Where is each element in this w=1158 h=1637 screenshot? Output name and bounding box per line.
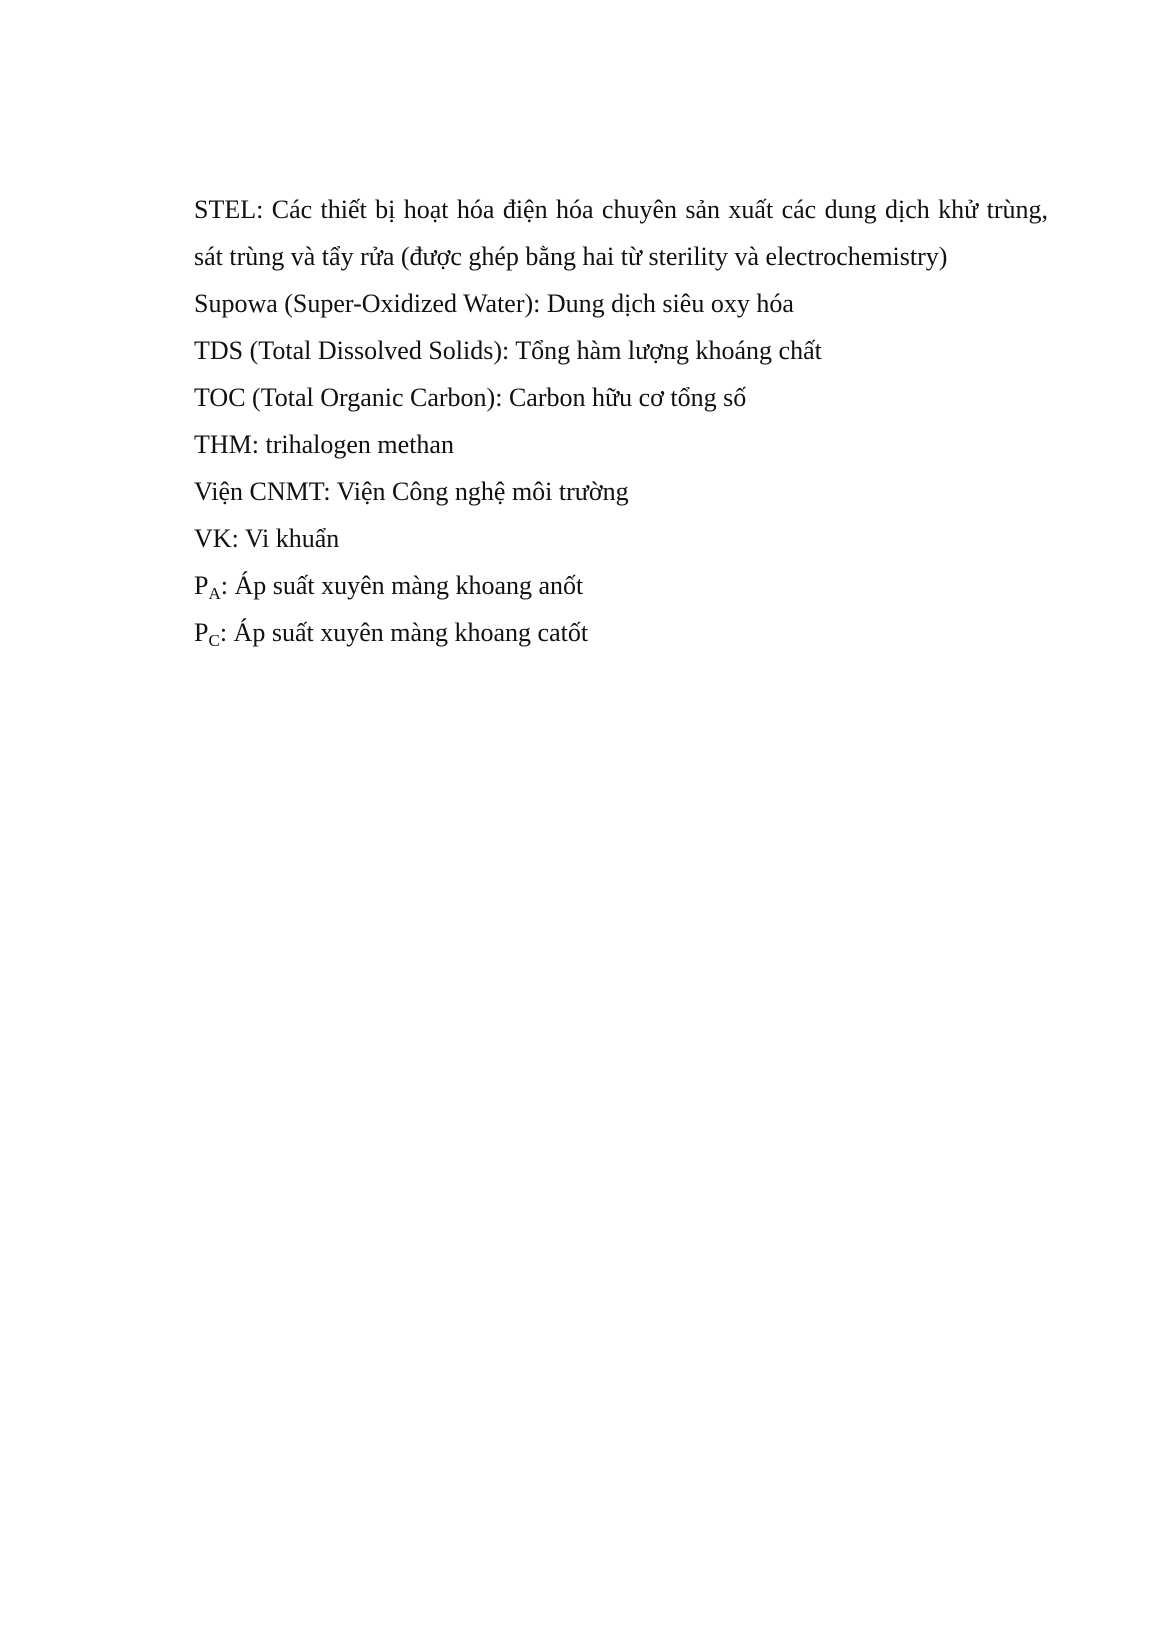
abbreviation-entry-tds — [194, 327, 1048, 374]
term-separator: : — [533, 289, 547, 318]
term-separator: : — [219, 618, 234, 647]
abbreviation-list — [194, 186, 1048, 656]
term-separator: : — [231, 524, 245, 553]
abbreviation-term: P — [194, 571, 209, 600]
abbreviation-term: TDS (Total Dissolved Solids) — [194, 336, 503, 365]
abbreviation-entry-pa — [194, 562, 1048, 609]
abbreviation-entry-supowa — [194, 280, 1048, 327]
abbreviation-definition: Các thiết bị hoạt hóa điện hóa chuyên sản xuất các dung dịch khử trùng, sát trùng và tẩy rửa (được ghép bằng hai từ sterility và electrochemistry) — [194, 195, 1048, 271]
term-separator: : — [502, 336, 516, 365]
abbreviation-term: Viện CNMT — [194, 477, 324, 506]
term-subscript: A — [208, 584, 221, 603]
abbreviation-entry-pc — [194, 609, 1048, 656]
abbreviation-term: Supowa (Super-Oxidized Water) — [194, 289, 534, 318]
abbreviation-definition: Tổng hàm lượng khoáng chất — [515, 336, 822, 365]
abbreviation-term: THM — [194, 430, 252, 459]
term-separator: : — [495, 383, 509, 412]
abbreviation-entry-vien-cnmt — [194, 468, 1048, 515]
abbreviation-entry-thm — [194, 421, 1048, 468]
term-separator: : — [323, 477, 337, 506]
abbreviation-definition: Dung dịch siêu oxy hóa — [546, 289, 794, 318]
abbreviation-term: STEL — [194, 195, 257, 224]
abbreviation-definition: Carbon hữu cơ tổng số — [508, 383, 747, 412]
abbreviation-term: VK — [194, 524, 232, 553]
term-separator: : — [256, 195, 272, 224]
abbreviation-definition: Áp suất xuyên màng khoang anốt — [234, 571, 584, 600]
abbreviation-entry-vk — [194, 515, 1048, 562]
abbreviation-definition: Áp suất xuyên màng khoang catốt — [233, 618, 589, 647]
abbreviation-definition: Viện Công nghệ môi trường — [336, 477, 629, 506]
abbreviation-term: P — [194, 618, 209, 647]
abbreviation-entry-stel — [194, 186, 1048, 280]
abbreviation-definition: Vi khuẩn — [244, 524, 340, 553]
abbreviation-definition: trihalogen methan — [265, 430, 454, 459]
abbreviation-entry-toc — [194, 374, 1048, 421]
abbreviation-term: TOC (Total Organic Carbon) — [194, 383, 496, 412]
term-subscript: C — [208, 631, 220, 650]
term-separator: : — [251, 430, 266, 459]
term-separator: : — [220, 571, 235, 600]
